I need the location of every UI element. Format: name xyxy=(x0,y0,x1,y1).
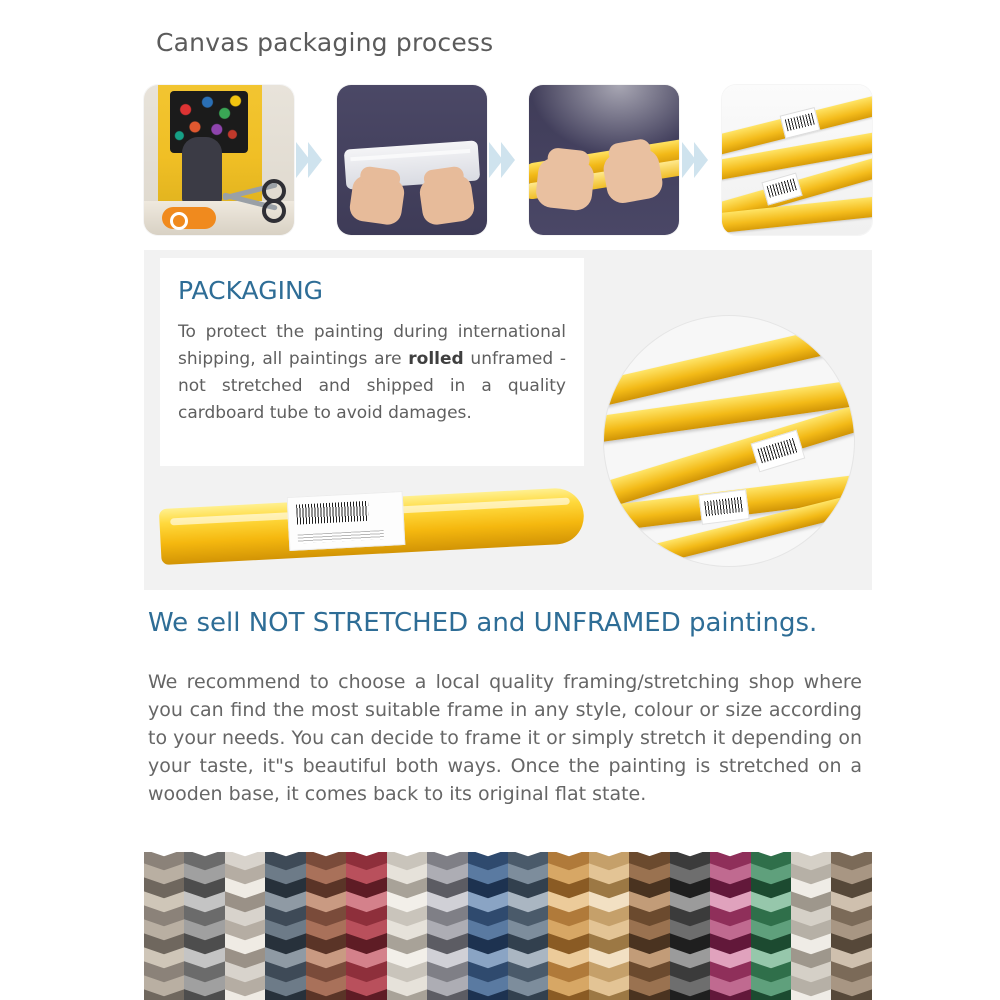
process-step-wrapping-film xyxy=(337,85,487,235)
frame-moulding-chevron xyxy=(387,992,427,1000)
frame-sample-column xyxy=(184,852,224,1000)
frame-moulding-chevron xyxy=(346,992,386,1000)
single-tube-photo xyxy=(160,478,584,578)
frame-sample-column xyxy=(468,852,508,1000)
frame-moulding-chevron xyxy=(629,992,669,1000)
packaging-paragraph xyxy=(178,319,566,427)
page-headline: We sell NOT STRETCHED and UNFRAMED paintings. xyxy=(148,608,818,638)
chevron-right-icon xyxy=(682,130,720,190)
frame-samples-strip xyxy=(144,852,872,1000)
shipping-label-barcode xyxy=(698,489,749,525)
packaging-paragraph-after: unframed - not stretched and shipped in a quality cardboard tube to avoid damages. xyxy=(178,349,566,423)
body-paragraph: We recommend to choose a local quality framing/stretching shop where you can find the most suitable frame in any style, colour or size according to your needs. You can decide to frame it or simply stretch it depending on your taste, it"s beautiful both ways. Once the painting is stretched on a wooden base, it comes back to its original flat state. xyxy=(148,671,862,805)
process-step-rolling-tube xyxy=(529,85,679,235)
frame-sample-column xyxy=(548,852,588,1000)
hand-right xyxy=(601,147,665,206)
frame-moulding-chevron xyxy=(144,992,184,1000)
hand-left xyxy=(348,174,406,227)
frame-moulding-chevron xyxy=(548,992,588,1000)
frame-sample-column xyxy=(225,852,265,1000)
packaging-paragraph-before: To protect the painting during international shipping, all paintings are xyxy=(178,322,566,369)
frame-moulding-chevron xyxy=(831,992,871,1000)
frame-moulding-chevron xyxy=(508,992,548,1000)
frame-sample-column xyxy=(265,852,305,1000)
frame-sample-column xyxy=(306,852,346,1000)
frame-sample-column xyxy=(346,852,386,1000)
cutter-tool-icon xyxy=(162,207,216,229)
frame-sample-column xyxy=(427,852,467,1000)
frame-moulding-chevron xyxy=(265,992,305,1000)
shipping-label-barcode xyxy=(287,491,406,551)
frame-sample-column xyxy=(831,852,871,1000)
process-step-cutting-canvas xyxy=(144,85,294,235)
tubes-closeup-photo xyxy=(604,316,854,566)
shipping-label-barcode xyxy=(780,107,821,139)
frame-sample-column xyxy=(589,852,629,1000)
packaging-paragraph-emphasis: rolled xyxy=(408,349,464,369)
hand-left xyxy=(535,156,596,212)
chevron-right-icon xyxy=(296,130,334,190)
frame-moulding-chevron xyxy=(670,992,710,1000)
frame-moulding-chevron xyxy=(751,992,791,1000)
packaging-title: PACKAGING xyxy=(178,276,324,305)
frame-sample-column xyxy=(629,852,669,1000)
frame-sample-column xyxy=(508,852,548,1000)
frame-moulding-chevron xyxy=(710,992,750,1000)
frame-moulding-chevron xyxy=(791,992,831,1000)
frame-moulding-chevron xyxy=(589,992,629,1000)
frame-sample-column xyxy=(751,852,791,1000)
frame-moulding-chevron xyxy=(184,992,224,1000)
chevron-right-icon xyxy=(489,130,527,190)
frame-sample-column xyxy=(710,852,750,1000)
frame-sample-column xyxy=(144,852,184,1000)
hand-right xyxy=(418,174,476,227)
frame-moulding-chevron xyxy=(427,992,467,1000)
process-steps-strip xyxy=(144,80,872,240)
frame-sample-column xyxy=(670,852,710,1000)
frame-sample-column xyxy=(791,852,831,1000)
process-title: Canvas packaging process xyxy=(156,28,494,57)
packaging-section xyxy=(144,250,872,590)
scissors-icon xyxy=(212,175,284,219)
frame-moulding-chevron xyxy=(306,992,346,1000)
process-step-labelled-tubes xyxy=(722,85,872,235)
canvas-packaging-process-section xyxy=(144,10,872,250)
packaging-text-card xyxy=(160,258,584,466)
frame-moulding-chevron xyxy=(468,992,508,1000)
frame-moulding-chevron xyxy=(225,992,265,1000)
frame-sample-column xyxy=(387,852,427,1000)
